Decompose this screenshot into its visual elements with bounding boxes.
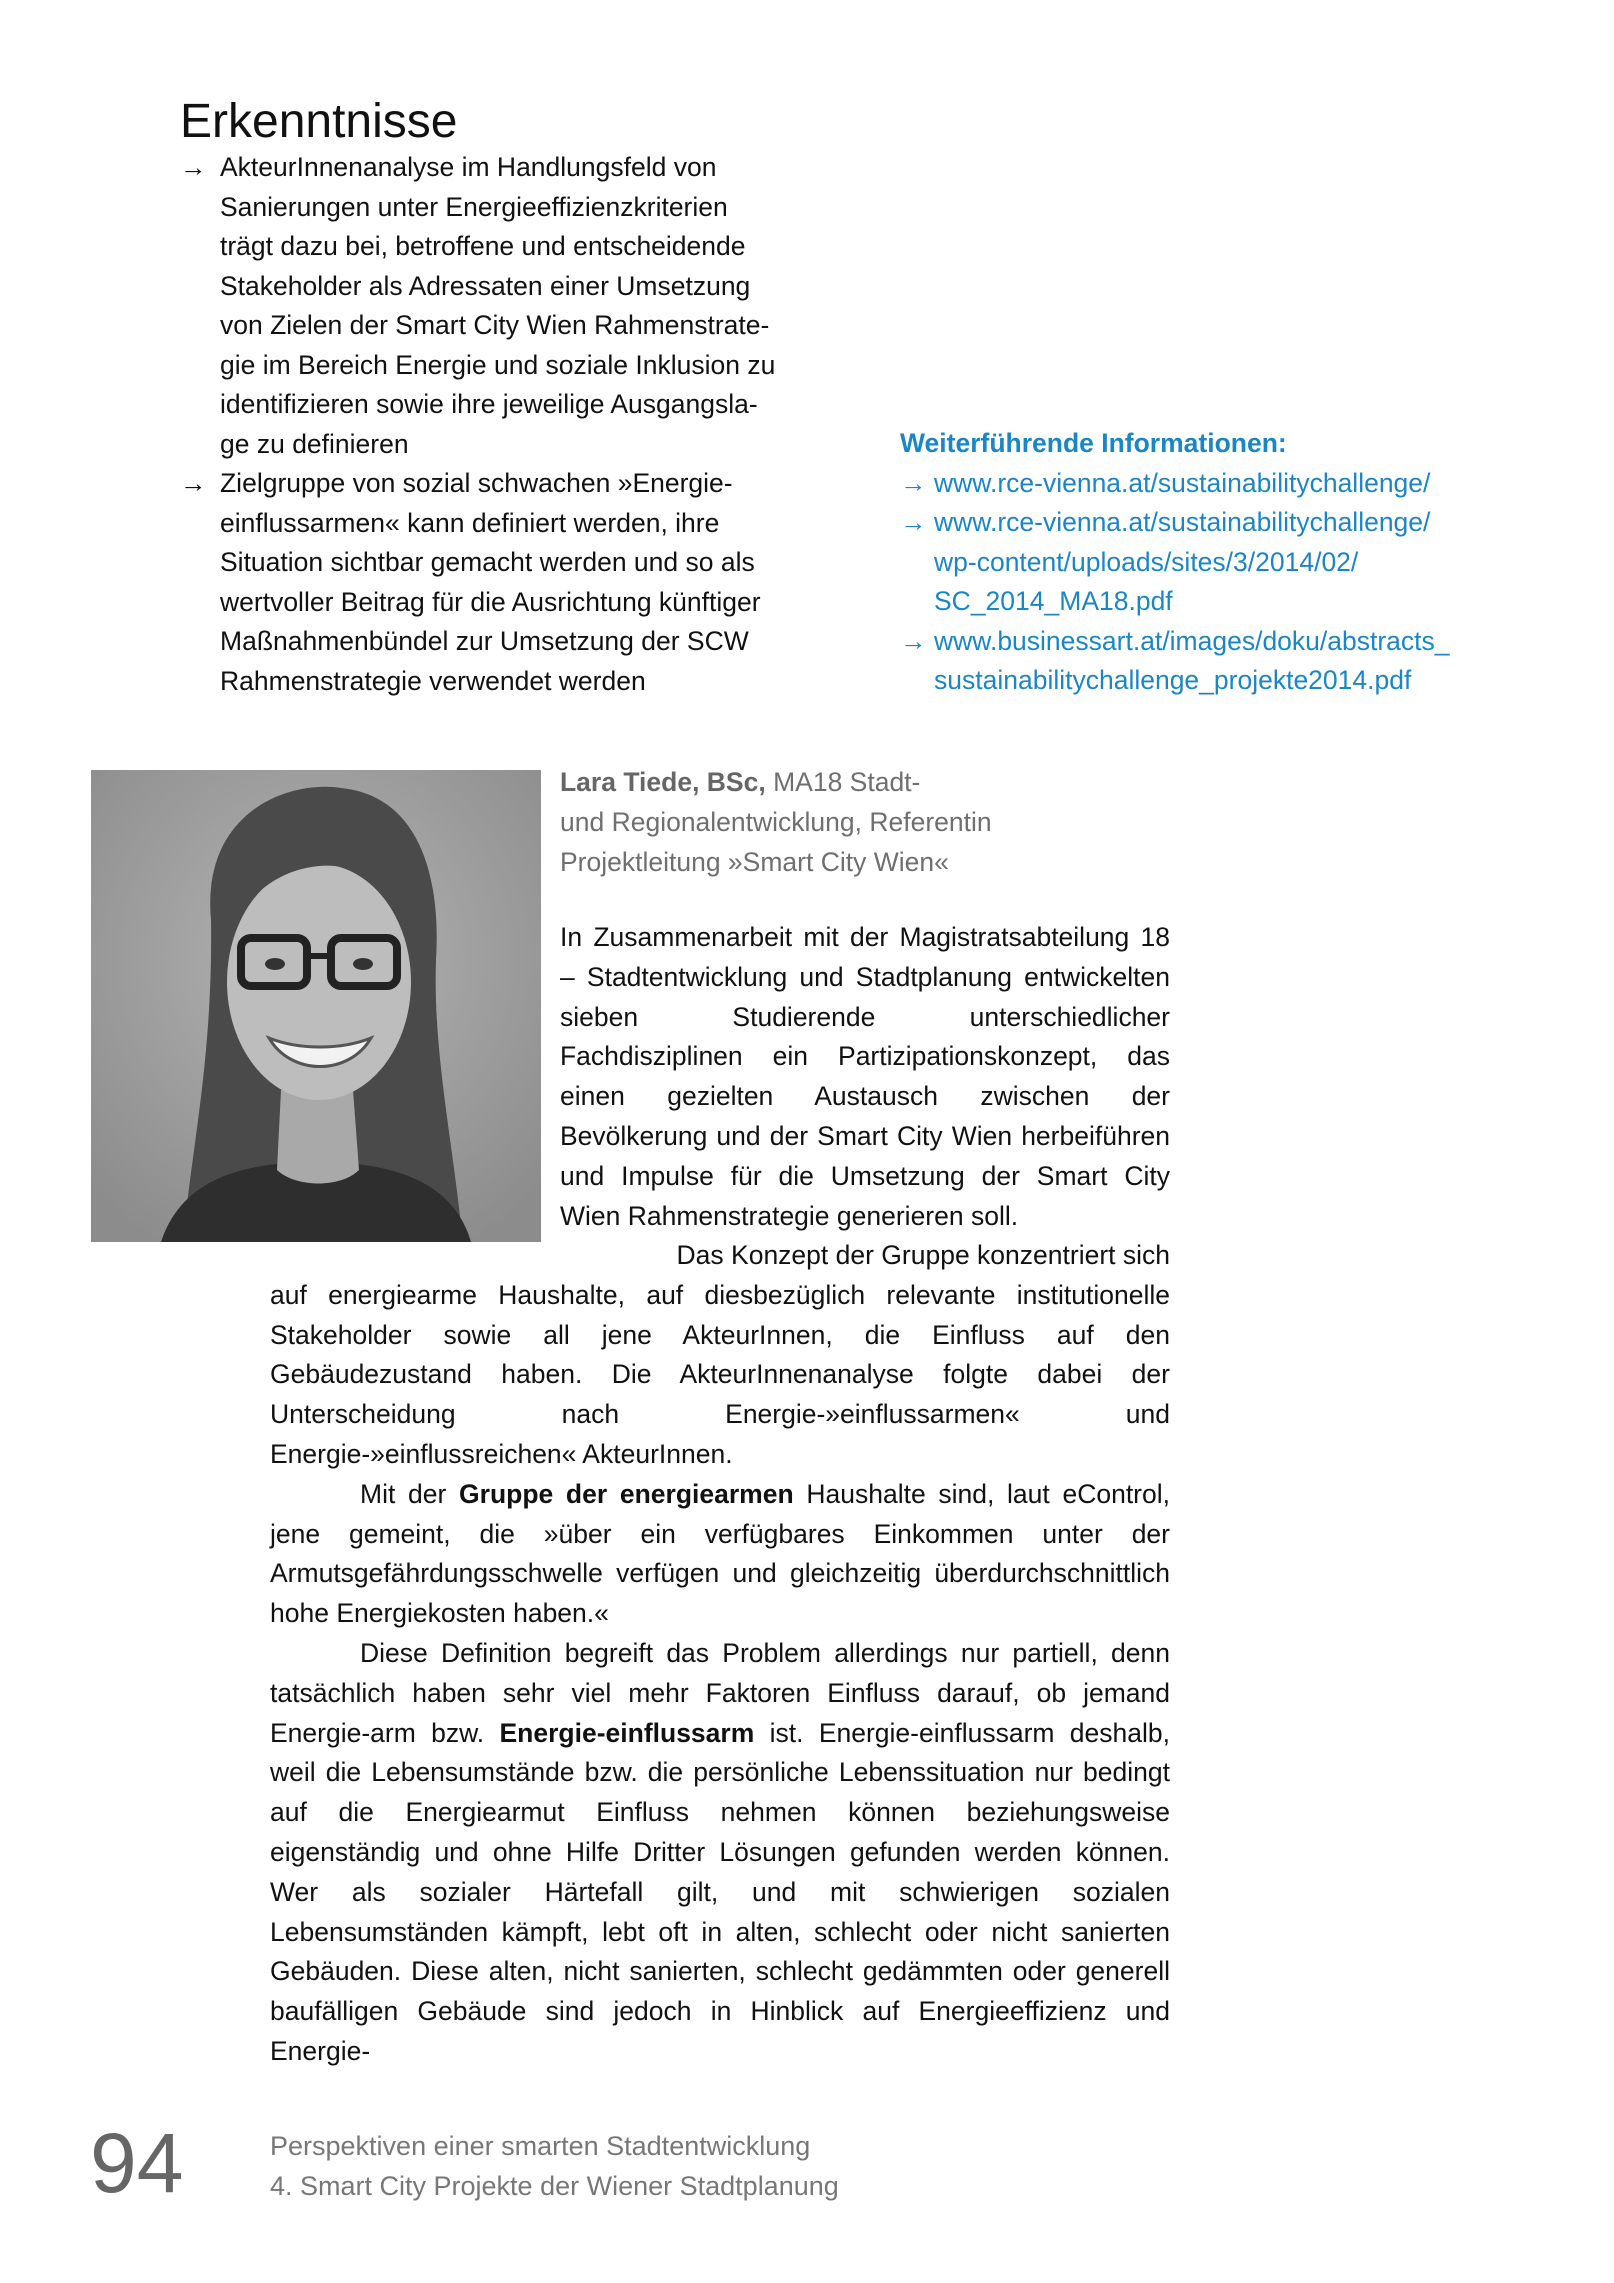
portrait-photo: [91, 770, 541, 1242]
info-link[interactable]: → www.rce-vienna.at/sustainabilitychallenge/: [900, 464, 1560, 504]
body-paragraph: auf energiearme Haushalte, auf diesbezüglich relevante institutionelle Stakeholder sowie all jene AkteurInnen, die Einfluss auf den Gebäudezustand haben. Die AkteurInnenanalyse folgte dabei der Unterscheidung nach Energie-»einflussarmen« und Energie-»einflussreichen« AkteurInnen.: [270, 1279, 1170, 1469]
body-paragraph: Diese Definition begreift das Problem allerdings nur partiell, denn tatsächlich haben sehr viel mehr Faktoren Einfluss darauf, ob jemand Energie-arm bzw. Energie-einflussarm ist. Energie-einflussarm deshalb, weil die Lebensumstände bzw. die persönliche Lebenssituation nur bedingt auf die Energiearmut Einfluss nehmen können beziehungsweise eigenständig und ohne Hilfe Dritter Lösungen gefunden werden können. Wer als sozialer Härtefall gilt, und mit schwierigen sozialen Lebensumständen kämpft, lebt oft in alten, schlecht oder nicht sanierten Gebäuden. Diese alten, nicht sanierten, schlecht gedämmten oder generell baufälligen Gebäude sind jedoch in Hinblick auf Energieeffizienz und Energie-: [270, 1637, 1170, 2066]
finding-item: → Zielgruppe von sozial schwachen »Energie- einflussarmen« kann definiert werden, ihre Situation sichtbar gemacht werden und so als wertvoller Beitrag für die Ausrichtung künftiger Maßnahmenbündel zur Umsetzung der SCW Rahmenstrategie verwendet werden: [180, 464, 820, 701]
info-link[interactable]: → www.rce-vienna.at/sustainabilitychallenge/ wp-content/uploads/sites/3/2014/02/ SC_2014_MA18.pdf: [900, 503, 1560, 622]
portrait-illustration: [91, 770, 541, 1242]
findings-list: [180, 148, 820, 701]
link-list: [900, 464, 1560, 701]
arrow-right-icon: →: [180, 152, 207, 182]
body-paragraph-intro: In Zusammenarbeit mit der Magistratsabteilung 18 – Stadtentwicklung und Stadtplanung entwickelten sieben Studierende unterschiedlicher Fachdisziplinen ein Partizipationskonzept, das einen gezielten Austausch zwischen der Bevölkerung und der Smart City Wien herbeiführen und Impulse für die Umsetzung der Smart City Wien Rahmenstrategie generieren soll.: [560, 922, 1170, 1231]
body-text-main: [270, 1236, 1170, 2072]
arrow-right-icon: →: [900, 507, 927, 537]
body-paragraph: Das Konzept der Gruppe konzentriert sich: [676, 1240, 1170, 1270]
arrow-right-icon: →: [900, 467, 927, 498]
info-link[interactable]: → www.businessart.at/images/doku/abstracts_ sustainabilitychallenge_projekte2014.pdf: [900, 622, 1560, 701]
section-title: Erkenntnisse: [180, 95, 458, 148]
portrait-caption: Lara Tiede, BSc, MA18 Stadt- und Regionalentwicklung, Referentin Projektleitung »Smart City Wien«: [560, 767, 992, 877]
page-number: 94: [90, 2116, 184, 2210]
running-footer: Perspektiven einer smarten Stadtentwicklung 4. Smart City Projekte der Wiener Stadtplanung: [270, 2131, 839, 2201]
info-heading: Weiterführende Informationen:: [900, 428, 1287, 458]
finding-item: → AkteurInnenanalyse im Handlungsfeld von Sanierungen unter Energieeffizienzkriterien trägt dazu bei, betroffene und entscheidende Stakeholder als Adressaten einer Umsetzung von Zielen der Smart City Wien Rahmenstrate- gie im Bereich Energie und soziale Inklusion zu identifizieren sowie ihre jeweilige Ausgangsla- ge zu definieren: [180, 148, 820, 464]
arrow-right-icon: →: [180, 468, 207, 498]
further-information: [900, 424, 1560, 701]
body-paragraph: Mit der Gruppe der energiearmen Haushalte sind, laut eControl, jene gemeint, die »über ein verfügbares Einkommen unter der Armutsgefährdungsschwelle verfügen und gleichzeitig überdurchschnittlich hohe Energiekosten haben.«: [270, 1478, 1170, 1629]
arrow-right-icon: →: [900, 625, 927, 656]
person-name: Lara Tiede, BSc,: [560, 767, 766, 797]
